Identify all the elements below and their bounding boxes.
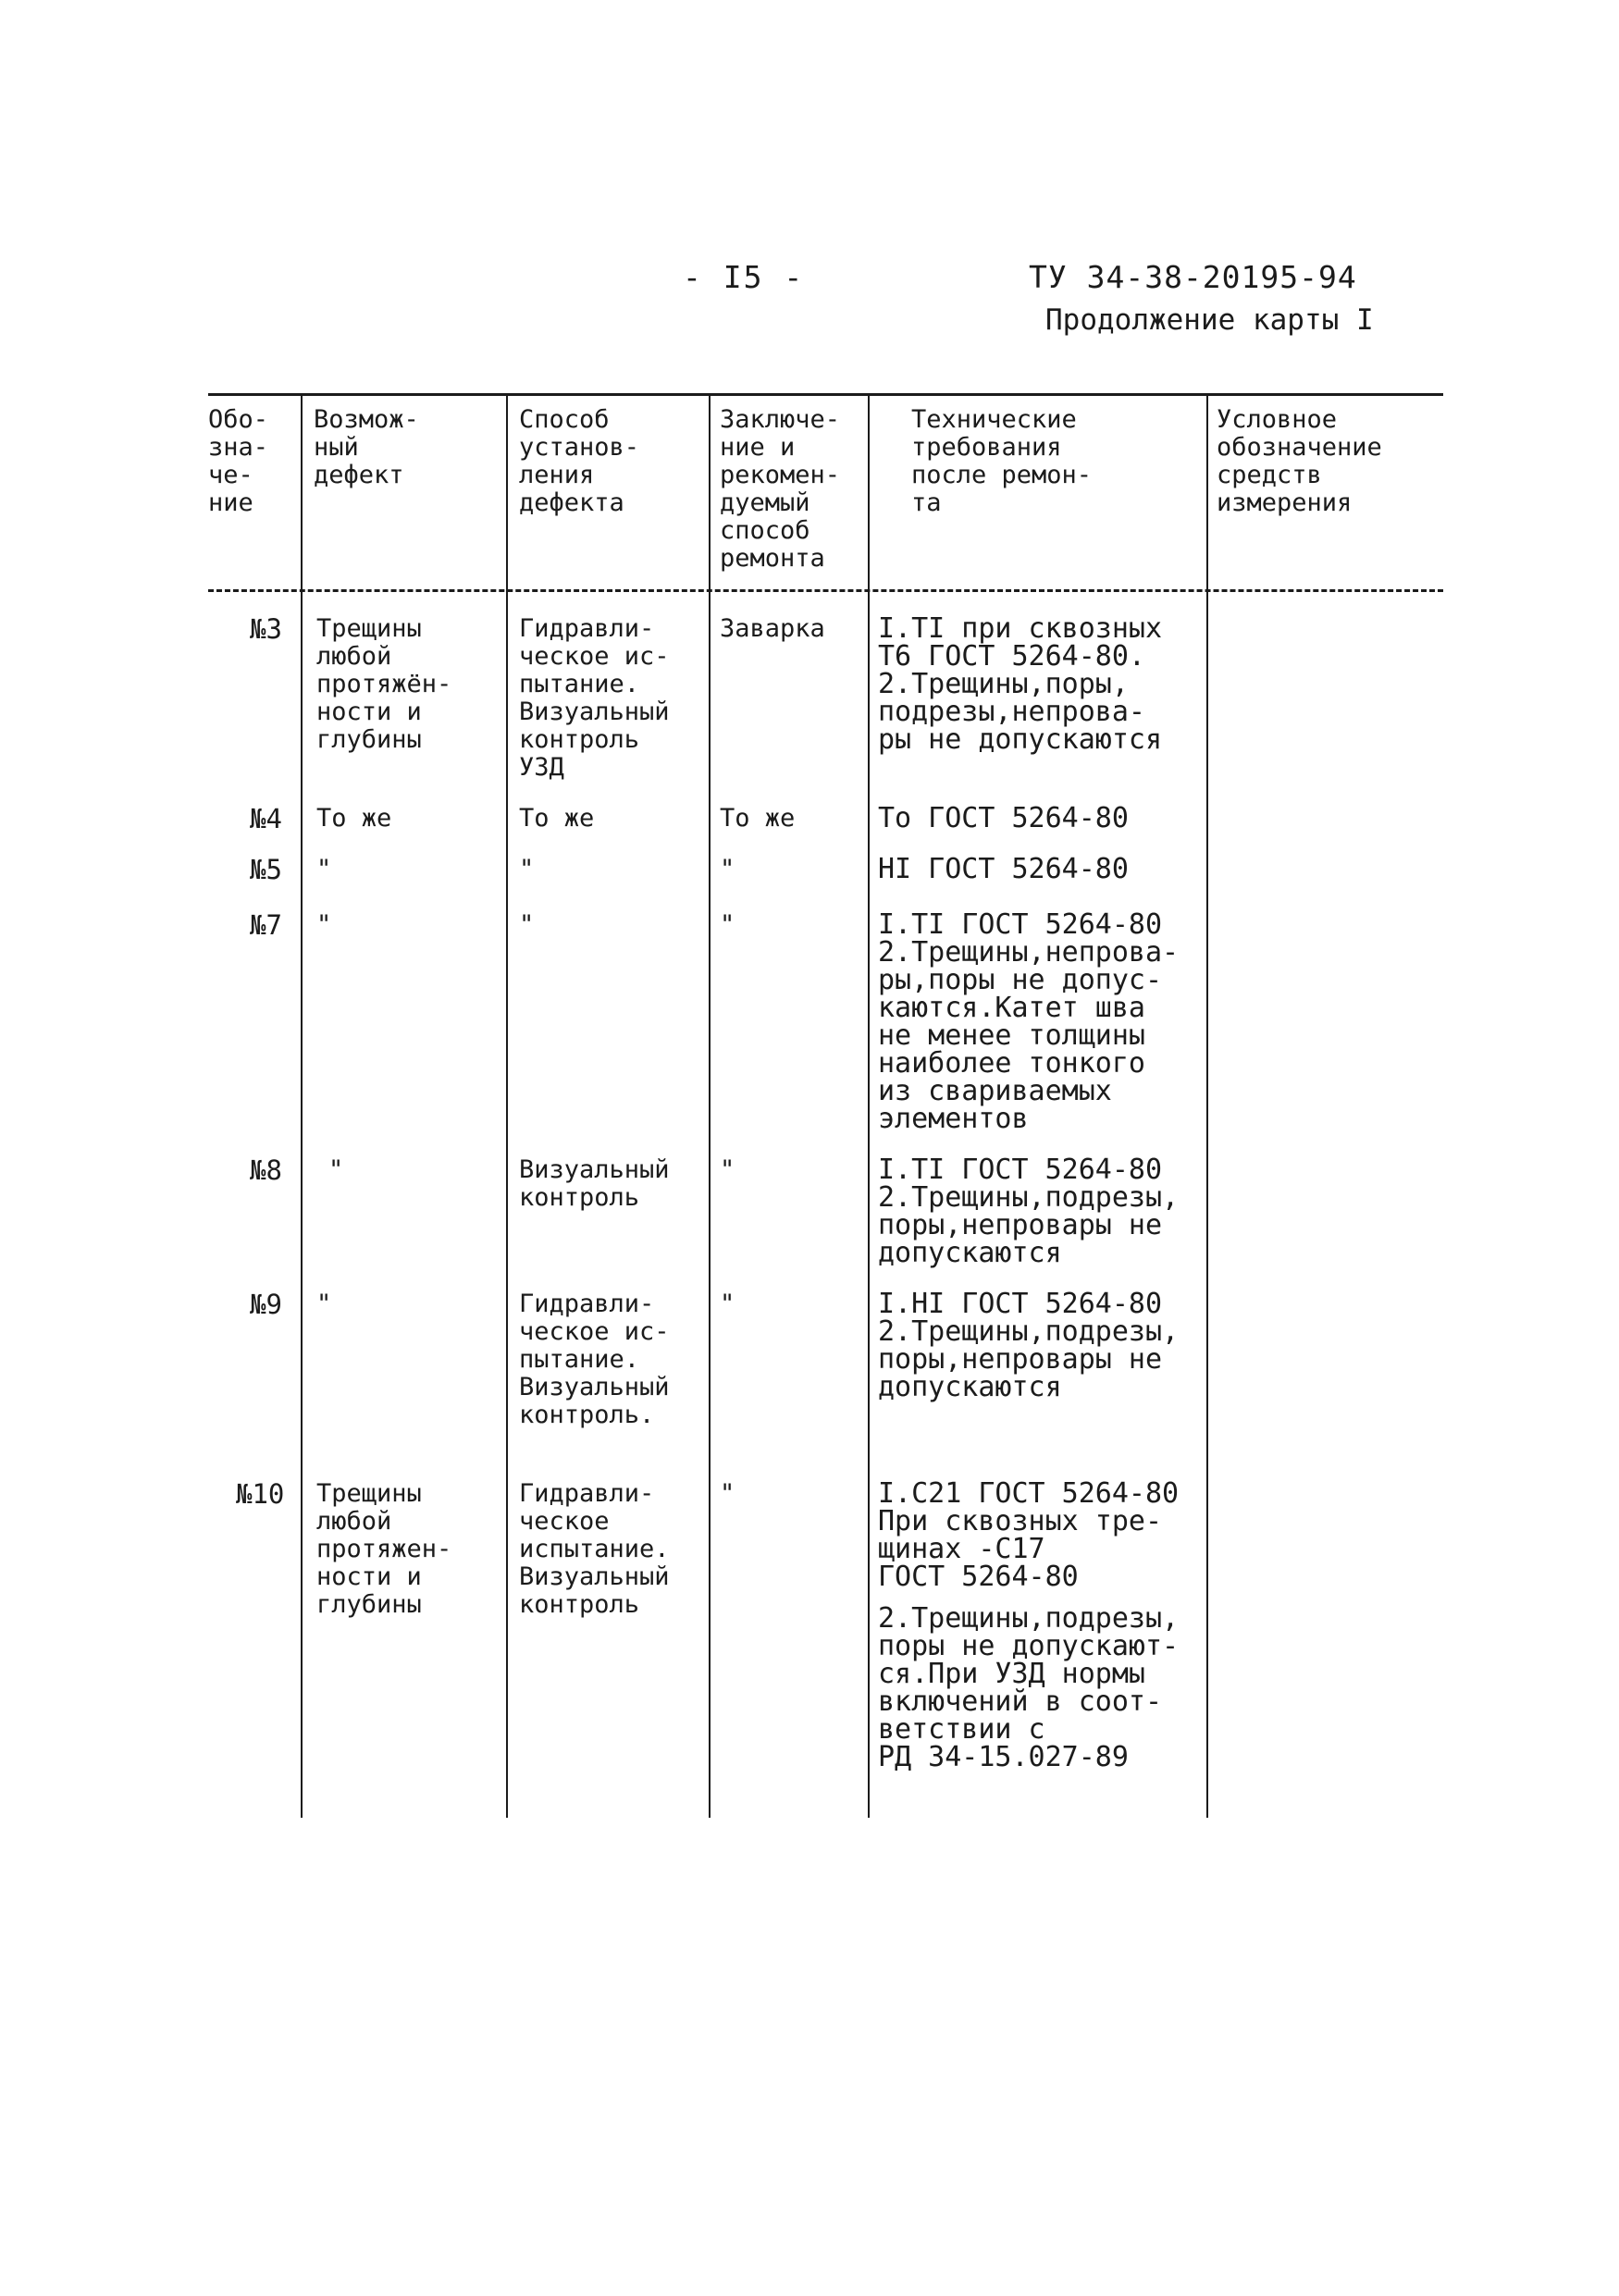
- row-defect: ": [316, 855, 332, 883]
- row-method: Гидравли- ческое ис- пытание. Визуальный контроль.: [519, 1290, 670, 1429]
- row-designation: №7: [250, 909, 282, 941]
- row-technical-requirements: I.НI ГОСТ 5264-80 2.Трещины,подрезы, поры,непровары не допускаются: [878, 1288, 1180, 1403]
- header-detection-method: Способ установ- ления дефекта: [519, 405, 640, 517]
- row-defect: ": [328, 1155, 344, 1184]
- row-defect: То же: [316, 804, 392, 833]
- row-method: Визуальный контроль: [519, 1155, 670, 1212]
- column-divider: [709, 393, 711, 1818]
- row-technical-requirements: То ГОСТ 5264-80: [878, 802, 1129, 834]
- column-divider: [301, 393, 303, 1818]
- row-technical-requirements: I.TI ГОСТ 5264-80 2.Трещины,непрова- ры,поры не допус- каются.Катет шва не менее толщины наиболее тонкого из свариваемых элементов: [878, 908, 1180, 1135]
- row-repair: То же: [720, 804, 796, 833]
- row-technical-requirements-continued: 2.Трещины,подрезы, поры не допускают- ся.При УЗД нормы включений в соот- ветствии с РД 34-15.027-89: [878, 1602, 1180, 1773]
- row-designation: №9: [250, 1289, 282, 1320]
- row-technical-requirements: НI ГОСТ 5264-80: [878, 853, 1129, 885]
- row-designation: №4: [250, 803, 282, 834]
- row-method: То же: [519, 804, 595, 833]
- row-defect: ": [316, 910, 332, 939]
- row-designation: №5: [250, 854, 282, 885]
- defect-table: [208, 393, 1443, 1818]
- header-possible-defect: Возмож- ный дефект: [314, 405, 419, 489]
- row-repair: ": [720, 1479, 735, 1508]
- header-dashed-rule: [208, 589, 1443, 592]
- document-code: ТУ 34-38-20195-94: [1029, 259, 1357, 295]
- row-repair: ": [720, 910, 735, 939]
- row-defect: Трещины любой протяжен- ности и глубины: [316, 1479, 452, 1619]
- row-method: Гидравли- ческое испытание. Визуальный контроль: [519, 1479, 670, 1619]
- row-technical-requirements: I.TI ГОСТ 5264-80 2.Трещины,подрезы, поры,непровары не допускаются: [878, 1154, 1180, 1269]
- page-number: - I5 -: [683, 259, 805, 295]
- header-measurement-means: Условное обозначение средств измерения: [1217, 405, 1382, 517]
- table-top-rule: [208, 393, 1443, 396]
- row-repair: ": [720, 1155, 735, 1184]
- row-technical-requirements: I.С21 ГОСТ 5264-80 При сквозных тре- щинах -С17 ГОСТ 5264-80: [878, 1477, 1180, 1593]
- row-designation: №10: [236, 1478, 285, 1510]
- row-method: ": [519, 855, 535, 883]
- row-repair: ": [720, 855, 735, 883]
- column-divider: [868, 393, 870, 1818]
- row-technical-requirements: I.TI при сквозных Т6 ГОСТ 5264-80. 2.Трещины,поры, подрезы,непрова- ры не допускаются: [878, 612, 1163, 756]
- row-defect: Трещины любой протяжён- ности и глубины: [316, 614, 452, 754]
- row-method: ": [519, 910, 535, 939]
- row-designation: №8: [250, 1154, 282, 1186]
- header-technical-requirements: Технические требования после ремон- та: [911, 405, 1093, 517]
- column-divider: [506, 393, 508, 1818]
- header-repair-conclusion: Заключе- ние и рекомен- дуемый способ ремонта: [720, 405, 841, 573]
- continuation-title: Продолжение карты I: [1045, 303, 1374, 337]
- column-divider: [1206, 393, 1208, 1818]
- row-repair: ": [720, 1290, 735, 1318]
- row-defect: ": [316, 1290, 332, 1318]
- row-repair: Заварка: [720, 614, 825, 643]
- row-designation: №3: [250, 613, 282, 645]
- header-designation: Обо- зна- че- ние: [208, 405, 269, 517]
- row-method: Гидравли- ческое ис- пытание. Визуальный контроль УЗД: [519, 614, 670, 782]
